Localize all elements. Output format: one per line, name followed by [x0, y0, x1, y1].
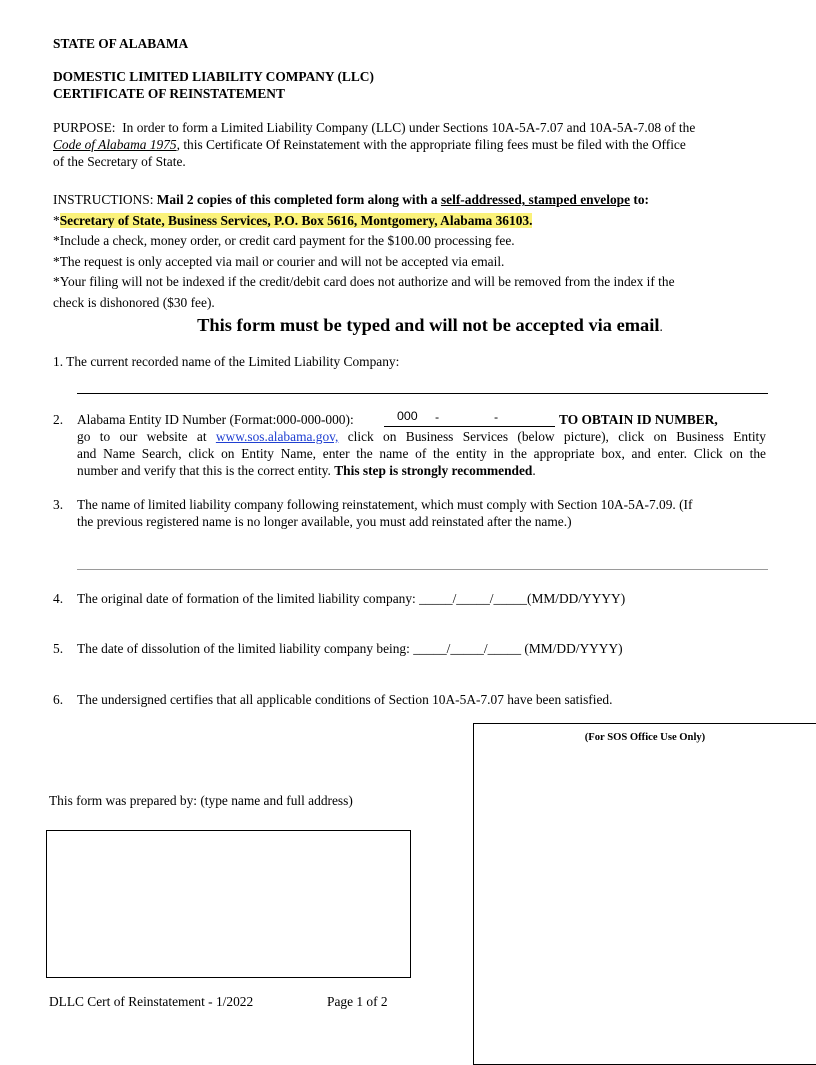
obtain-id-heading: TO OBTAIN ID NUMBER, [559, 412, 718, 427]
entity-id-input[interactable] [384, 411, 555, 427]
typed-notice-text: This form must be typed and will not be accepted via email [197, 315, 660, 335]
purpose-text-c: of the Secretary of State. [53, 153, 186, 169]
item-4-number: 4. [53, 591, 64, 606]
instructions-bold-a: Mail 2 copies of this completed form along with a [156, 192, 438, 207]
item-2-instructions [77, 429, 766, 480]
instructions-bold-b: to: [633, 192, 650, 207]
item-1-label: 1. The current recorded name of the Limited Liability Company: [53, 354, 400, 369]
mailing-address: Secretary of State, Business Services, P.O. Box 5616, Montgomery, Alabama 36103. [59, 212, 533, 228]
item-2-number: 2. [53, 412, 64, 427]
typed-notice-period: . [659, 319, 663, 334]
form-title-line-1: DOMESTIC LIMITED LIABILITY COMPANY (LLC) [53, 69, 374, 84]
item-2-strong: This step is strongly recommended [334, 462, 533, 478]
instructions-index-line-a: *Your filing will not be indexed if the credit/debit card does not authorize and will be removed from the index if the [53, 274, 675, 289]
item-5-dissolution-date[interactable]: The date of dissolution of the limited liability company being: _____/_____/_____ (MM/DD/YYYY) [77, 641, 623, 656]
entity-id-dash-1: - [435, 410, 440, 424]
item-6-number: 6. [53, 692, 64, 707]
item-3-text-b: the previous registered name is no longer available, you must add reinstated after the name.) [77, 513, 572, 529]
form-title-line-2: CERTIFICATE OF REINSTATEMENT [53, 86, 285, 101]
instructions-label: INSTRUCTIONS: [53, 192, 154, 207]
item-6-certification: The undersigned certifies that all applicable conditions of Section 10A-5A-7.07 have been satisfied. [77, 692, 613, 707]
purpose-text-b: , this Certificate Of Reinstatement with the appropriate filing fees must be filed with the Office [176, 136, 686, 152]
instructions-index-line-b: check is dishonored ($30 fee). [53, 294, 215, 310]
item-3-text [77, 497, 766, 531]
item-4-formation-date[interactable]: The original date of formation of the limited liability company: _____/_____/_____(MM/DD/YYYY) [77, 591, 626, 606]
entity-id-dash-2: - [494, 410, 499, 424]
prepared-by-label: This form was prepared by: (type name and full address) [49, 793, 353, 808]
item-2-label: Alabama Entity ID Number (Format:000-000-000): [77, 412, 354, 427]
footer-page-number: Page 1 of 2 [327, 994, 388, 1009]
item-2-end: . [532, 462, 536, 478]
item-3-number: 3. [53, 497, 64, 512]
item-2-text-e: number and verify that this is the correct entity. [77, 462, 331, 478]
item-5-number: 5. [53, 641, 64, 656]
purpose-paragraph [53, 120, 761, 171]
entity-id-prefill: 000 [397, 409, 418, 423]
footer-form-id: DLLC Cert of Reinstatement - 1/2022 [49, 994, 254, 1009]
state-heading: STATE OF ALABAMA [53, 36, 189, 51]
item-2-text-d: and Name Search, click on Entity Name, enter the name of the entity in the appropriate box, and enter. Click on the [77, 445, 766, 461]
prepared-by-input-box[interactable] [46, 830, 411, 978]
item-1-input-line[interactable] [77, 393, 768, 394]
instructions-envelope: self-addressed, stamped envelope [440, 192, 631, 207]
purpose-label: PURPOSE: [53, 120, 116, 135]
item-2-text-c: click on Business Services (below picture), click on Business Entity [347, 429, 766, 444]
item-2-text-b: go to our website at [77, 429, 207, 444]
instructions-block [53, 190, 765, 313]
address-asterisk: * [53, 212, 60, 228]
item-3-input-line[interactable] [77, 569, 768, 570]
purpose-text-a: In order to form a Limited Liability Company (LLC) under Sections 10A-5A-7.07 and 10A-5A-7.08 of the [122, 120, 696, 135]
typed-notice [0, 314, 816, 337]
sos-website-link[interactable]: www.sos.alabama.gov, [215, 429, 339, 444]
code-of-alabama-ref: Code of Alabama 1975 [53, 136, 177, 152]
entity-id-underline [384, 426, 555, 427]
instructions-mail-line: *The request is only accepted via mail or courier and will not be accepted via email. [53, 253, 505, 269]
instructions-fee-line: *Include a check, money order, or credit card payment for the $100.00 processing fee. [53, 233, 515, 248]
office-use-label: (For SOS Office Use Only) [584, 732, 706, 743]
item-3-text-a: The name of limited liability company following reinstatement, which must comply with Section 10A-5A-7.09. (If [77, 497, 693, 512]
office-use-box [473, 723, 816, 1065]
